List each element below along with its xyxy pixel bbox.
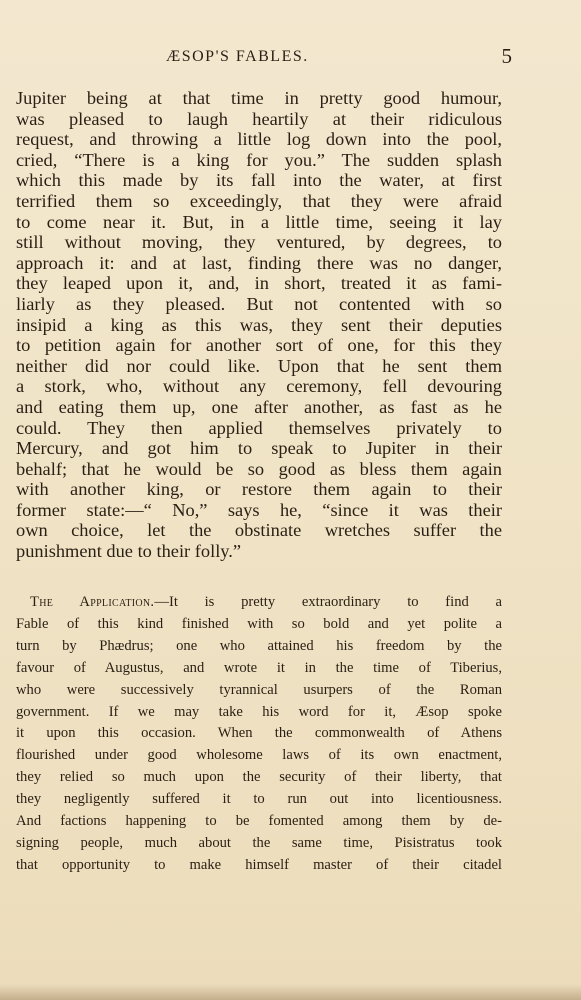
text-line: signing people, much about the same time, Pisistratus took [16,834,502,851]
text-line: flourished under good wholesome laws of its own enactment, [16,747,502,764]
text-line: with another king, or restore them again to their [16,479,502,500]
application-first-line [16,592,502,614]
text-line: they relied so much upon the security of their liberty, that [16,769,502,786]
application-first-line-text: —It is pretty extraordinary to find a [154,594,502,610]
text-line: a stork, who, without any ceremony, fell devouring [16,376,502,397]
text-line: they leaped upon it, and, in short, treated it as fami- [16,273,502,294]
text-line: Jupiter being at that time in pretty good humour, [16,88,502,108]
text-line: turn by Phædrus; one who attained his freedom by the [16,637,502,654]
text-line: cried, “There is a king for you.” The sudden splash [16,149,502,170]
text-line: Mercury, and got him to speak to Jupiter in their [16,438,502,459]
text-line: approach it: and at last, finding there was no danger, [16,252,502,273]
text-line: punishment due to their folly.” [16,541,242,562]
text-line: that opportunity to make himself master of their citadel [16,856,502,873]
text-line: and eating them up, one after another, as fast as he [16,396,502,417]
text-line: liarly as they pleased. But not contented with so [16,293,502,314]
text-line: which this made by its fall into the water, at first [16,170,502,191]
page-bottom-edge [0,984,581,1000]
text-line: former state:—“ No,” says he, “since it was their [16,499,502,520]
text-line: who were successively tyrannical usurpers of the Roman [16,681,502,698]
text-line: they negligently suffered it to run out into licentiousness. [16,791,502,808]
text-line: could. They then applied themselves privately to [16,417,502,438]
text-line: request, and throwing a little log down into the pool, [16,129,502,150]
text-line: terrified them so exceedingly, that they were afraid [16,190,502,211]
fable-text [16,88,502,562]
text-line: behalf; that he would be so good as bless them again [16,458,502,479]
application-paragraph [16,592,502,877]
text-line: neither did nor could like. Upon that he sent them [16,355,502,376]
text-line: And factions happening to be fomented among them by de- [16,813,502,830]
text-line: favour of Augustus, and wrote it in the time of Tiberius, [16,659,502,676]
text-line: to petition again for another sort of one, for this they [16,335,502,356]
text-line: to come near it. But, in a little time, seeing it lay [16,211,502,232]
text-line: own choice, let the obstinate wretches suffer the [16,520,502,541]
text-line: insipid a king as this was, they sent their deputies [16,314,502,335]
page-header [16,44,512,70]
text-line: it upon this occasion. When the commonwealth of Athens [16,725,502,742]
application-heading: The Application. [30,594,155,610]
running-head: ÆSOP'S FABLES. [166,48,309,65]
page-number: 5 [501,44,512,68]
text-line: government. If we may take his word for it, Æsop spoke [16,703,502,720]
text-line: was pleased to laugh heartily at their ridiculous [16,108,502,129]
text-line: still without moving, they ventured, by degrees, to [16,232,502,253]
text-line: Fable of this kind finished with so bold and yet polite a [16,615,502,632]
